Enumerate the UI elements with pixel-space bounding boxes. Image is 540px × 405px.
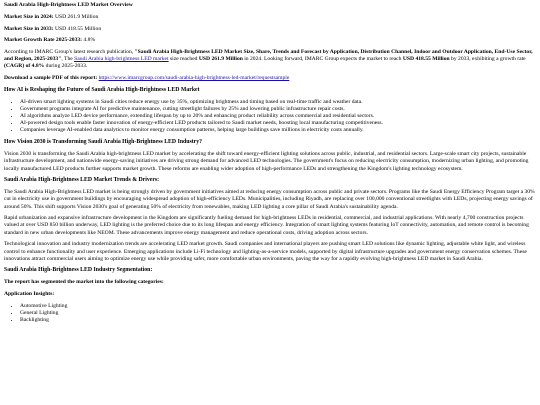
list-item: • AI algorithms analyze LED device performance, extending lifespan by up to 20% and enhancing product reliability across commercial and residential sectors. [20, 113, 536, 120]
list-item: • General Lighting [20, 310, 536, 317]
stat-growth-rate: Market Growth Rate 2025-2033: 4.8% [4, 37, 96, 44]
trends-section-heading: Saudi Arabia High-Brightness LED Market Trends & Drivers: [4, 177, 160, 184]
page-title: Saudi Arabia High-Brightness LED Market Overview [4, 2, 133, 8]
trends-paragraph: Rapid urbanization and expansive infrastructure development in the Kingdom are significantly fueling demand for high-brightness LEDs in residential, commercial, and industrial applications. With nearly 4,700 construction projects valued at over USD 850 billion underway, LED lighting is the preferred choice due to its long lifespan and energy efficiency. Integration of smart lighting systems featuring IoT connectivity, automation, and remote control is becoming standard in new urban developments like NEOM. These advancements improve energy management and reduce operational costs, driving adoption across sectors. [4, 215, 529, 236]
list-item: • AI-powered design tools enable faster innovation of energy-efficient LED products tailored to Saudi market needs, boosting local manufacturing competitiveness. [20, 120, 536, 127]
segmentation-heading: Saudi Arabia High-Brightness LED Industry Segmentation: [4, 267, 153, 274]
market-link[interactable]: Saudi Arabia high-brightness LED market [74, 56, 169, 63]
vision-paragraph: Vision 2030 is transforming the Saudi Arabia high-brightness LED market by accelerating the shift toward energy-efficient lighting solutions across public, industrial, and residential sectors. Large-scale smart city projects, sustainable infrastructure development, and nationwide energy-saving initiatives are driving strong demand for advanced LED technologies. The government's focus on reducing electricity consumption, modernizing urban lighting, and promoting locally manufactured LED products further supports market growth. These reforms are enabling wider adoption of high-performance LEDs and strengthening the Kingdom's lighting technology ecosystem. [4, 151, 529, 172]
sample-pdf-link[interactable]: https://www.imarcgroup.com/saudi-arabia-high-brightness-led-market/requestsample [98, 75, 290, 82]
ai-bullet-list [4, 99, 536, 135]
application-list [4, 303, 536, 324]
list-item: • Companies leverage AI-enabled data analytics to monitor energy consumption patterns, helping large buildings save millions in electricity costs annually. [20, 127, 536, 134]
stat-market-size-2033: Market Size in 2033: USD 418.55 Million [4, 25, 102, 32]
trends-paragraph: Technological innovation and industry modernization trends are accelerating LED market growth. Saudi companies and international players are pushing smart LED solutions like dynamic lighting, adjustable white light, and wireless control to enhance functionality and user experience. Emerging applications include Li-Fi technology and lighting-as-a-service models, supported by digital infrastructure upgrades and government energy conservation schemes. These innovations attract commercial users aiming to optimize energy use while providing safer, more comfortable urban environments, paving the way for a rapidly evolving high-brightness LED market in Saudi Arabia. [4, 241, 527, 262]
sample-request: Download a sample PDF of this report: https://www.imarcgroup.com/saudi-arabia-high-brightness-led-market/requestsample [4, 75, 290, 82]
intro-paragraph: According to IMARC Group's latest research publication, "Saudi Arabia High-Brightness LED Market Size, Share, Trends and Forecast by Application, Distribution Channel, Indoor and Outdoor Application, End-Use Sector, and Region, 2025-2033", The Saudi Arabia high-brightness LED market size reached USD 261.9 Million in 2024. Looking forward, IMARC Group expects the market to reach USD 418.55 Million by 2033, exhibiting a growth rate (CAGR) of 4.8% during 2025-2033. [4, 49, 533, 70]
application-insights-heading: Application Insights: [4, 291, 55, 298]
segmentation-subheading: The report has segmented the market into the following categories: [4, 279, 164, 286]
list-item: • Backlighting [20, 317, 536, 324]
list-item: • Government programs integrate AI for predictive maintenance, cutting streetlight failures by 25% and lowering public infrastructure repair costs. [20, 106, 536, 113]
ai-section-heading: How AI is Reshaping the Future of Saudi Arabia High-Brightness LED Market [4, 86, 200, 93]
vision-section-heading: How Vision 2030 is Transforming Saudi Arabia High-Brightness LED Industry? [4, 139, 203, 146]
stat-market-size-2024: Market Size in 2024: USD 261.9 Million [4, 13, 99, 20]
trends-paragraph: The Saudi Arabia High-Brightness LED market is being strongly driven by government initiatives aimed at reducing energy consumption across public and private sectors. Programs like the Saudi Energy Efficiency Program target a 30% cut in electricity use in government buildings by encouraging widespread adoption of high-efficiency LEDs. Municipalities, including Riyadh, are replacing over 100,000 conventional streetlights with LEDs, projecting energy savings of around 50%. This shift supports Vision 2030's goal of generating 50% of electricity from renewables, making LED lighting a core pillar of Saudi Arabia's sustainability agenda. [4, 189, 535, 210]
list-item: • Automotive Lighting [20, 303, 536, 310]
list-item: • AI-driven smart lighting systems in Saudi cities reduce energy use by 35%, optimizing brightness and timing based on real-time traffic and weather data. [20, 99, 536, 106]
